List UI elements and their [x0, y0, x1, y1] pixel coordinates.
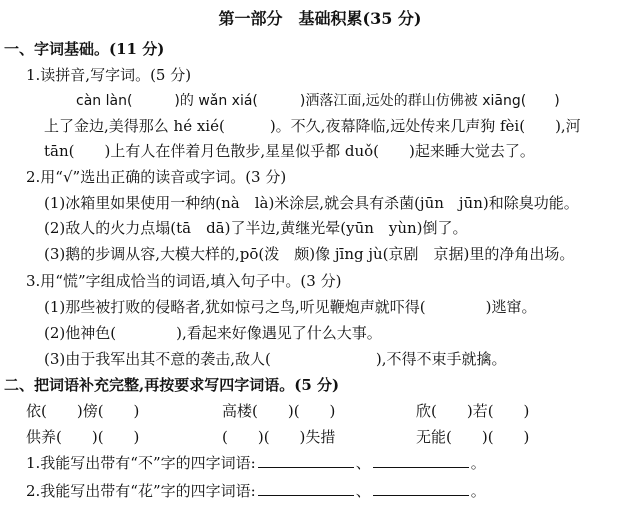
write-hua-end: 。	[470, 482, 486, 500]
section2-heading: 二、把词语补充完整,再按要求写四字词语。(5 分)	[4, 376, 340, 394]
q3-prompt: 3.用“慌”字组成恰当的词语,填入句子中。(3 分)	[26, 272, 342, 290]
idiom-row2-c[interactable]: 无能( )( )	[416, 428, 530, 446]
q1-line3[interactable]: tān( )上有人在伴着月色散步,星星似乎都 duǒ( )起来睡大觉去了。	[44, 142, 535, 160]
q2-line1[interactable]: (1)冰箱里如果使用一种纳(nà là)米涂层,就会具有杀菌(jūn jūn)和除臭功能。	[44, 194, 579, 212]
write-bu-sep: 、	[355, 454, 371, 472]
idiom-row1-c[interactable]: 欣( )若( )	[416, 402, 530, 420]
q3-line2[interactable]: (2)他神色( ),看起来好像遇见了什么大事。	[44, 324, 382, 342]
page-title: 第一部分 基础积累(35 分)	[218, 9, 422, 28]
q2-line3[interactable]: (3)鹅的步调从容,大模大样的,pō(泼 颇)像 jīng jù(京剧 京据)里的净角出场。	[44, 245, 575, 263]
idiom-row2-b[interactable]: ( )( )失措	[222, 428, 336, 446]
q3-line3[interactable]: (3)由于我军出其不意的袭击,敌人( ),不得不束手就擒。	[44, 350, 507, 368]
idiom-row2-a[interactable]: 供养( )( )	[26, 428, 140, 446]
write-bu-blank-1[interactable]	[258, 453, 354, 468]
write-bu-blank-2[interactable]	[373, 453, 469, 468]
write-bu-line	[26, 452, 486, 476]
idiom-row1-a[interactable]: 依( )傍( )	[26, 402, 140, 420]
q2-line2[interactable]: (2)敌人的火力点塌(tā dā)了半边,黄继光晕(yūn yùn)倒了。	[44, 219, 468, 237]
write-hua-prompt: 2.我能写出带有“花”字的四字词语:	[26, 482, 256, 500]
write-hua-line	[26, 480, 486, 504]
q1-line2[interactable]: 上了金边,美得那么 hé xié( )。不久,夜幕降临,远处传来几声狗 fèi( ),河	[44, 117, 581, 135]
q1-prompt: 1.读拼音,写字词。(5 分)	[26, 66, 192, 84]
section1-heading: 一、字词基础。(11 分)	[4, 40, 165, 58]
write-bu-end: 。	[470, 454, 486, 472]
write-hua-sep: 、	[355, 482, 371, 500]
idiom-row1-b[interactable]: 高楼( )( )	[222, 402, 336, 420]
q3-line1[interactable]: (1)那些被打败的侵略者,犹如惊弓之鸟,听见鞭炮声就吓得( )逃窜。	[44, 298, 537, 316]
write-hua-blank-1[interactable]	[258, 481, 354, 496]
write-hua-blank-2[interactable]	[373, 481, 469, 496]
q2-prompt: 2.用“√”选出正确的读音或字词。(3 分)	[26, 168, 287, 186]
q1-line1[interactable]: càn làn( )的 wǎn xiá( )洒落江面,远处的群山仿佛被 xiāng( )	[76, 93, 560, 109]
write-bu-prompt: 1.我能写出带有“不”字的四字词语:	[26, 454, 256, 472]
